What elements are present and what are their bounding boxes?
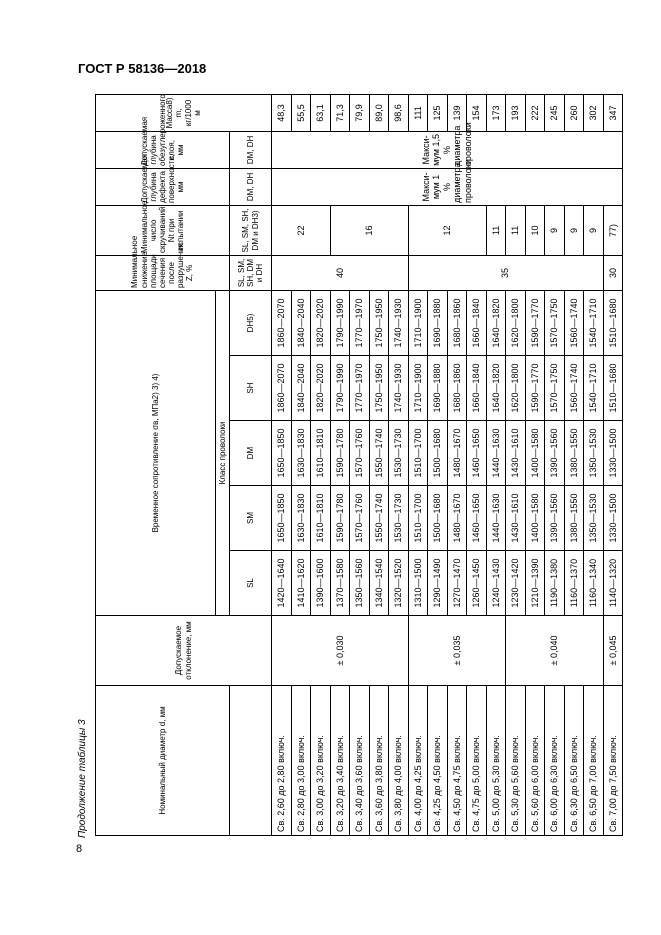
cell-torsions: 77) <box>603 205 623 255</box>
cell-sm: 1380—1550 <box>564 486 584 551</box>
cell-dm: 1630—1830 <box>291 421 311 486</box>
header-defect-depth-sub: DM, DH <box>230 168 272 205</box>
cell-dh: 1510—1680 <box>603 290 623 355</box>
cell-mass: 154 <box>467 94 487 131</box>
cell-sl: 1310—1500 <box>408 551 428 616</box>
cell-sl: 1370—1580 <box>330 551 350 616</box>
table-row <box>486 94 506 835</box>
header-dm: DM <box>230 421 272 486</box>
cell-torsions: 16 <box>330 205 408 255</box>
cell-sh: 1680—1860 <box>447 356 467 421</box>
page-number: 8 <box>76 843 83 855</box>
header-mass: Масса8) m, кг/1000 м <box>96 94 272 131</box>
cell-sl: 1390—1600 <box>311 551 331 616</box>
header-wire-class: Класс проволоки <box>216 290 230 615</box>
cell-mass: 98,6 <box>389 94 409 131</box>
cell-dh: 1680—1860 <box>447 290 467 355</box>
cell-sh: 1790—1990 <box>330 356 350 421</box>
cell-tolerance: ± 0,035 <box>408 616 506 686</box>
cell-dm: 1400—1580 <box>525 421 545 486</box>
document-title: ГОСТ Р 58136—2018 <box>78 61 207 76</box>
cell-dh: 1790—1990 <box>330 290 350 355</box>
cell-diameter: Св. 3,80 до 4,00 включ. <box>389 686 409 836</box>
cell-mass: 71,3 <box>330 94 350 131</box>
cell-tolerance: ± 0,045 <box>603 616 623 686</box>
cell-diameter: Св. 4,75 до 5,00 включ. <box>467 686 487 836</box>
wire-properties-table <box>95 94 623 836</box>
cell-sh: 1750—1950 <box>369 356 389 421</box>
cell-mass: 245 <box>545 94 565 131</box>
cell-sh: 1660—1840 <box>467 356 487 421</box>
cell-sm: 1530—1730 <box>389 486 409 551</box>
cell-mass: 260 <box>564 94 584 131</box>
cell-sl: 1320—1520 <box>389 551 409 616</box>
header-sh: SH <box>230 356 272 421</box>
cell-dm: 1530—1730 <box>389 421 409 486</box>
cell-sh: 1590—1770 <box>525 356 545 421</box>
cell-sl: 1350—1560 <box>350 551 370 616</box>
cell-sm: 1460—1650 <box>467 486 487 551</box>
cell-dm: 1510—1700 <box>408 421 428 486</box>
cell-dh: 1820—2020 <box>311 290 331 355</box>
cell-diameter: Св. 5,30 до 5,60 включ. <box>506 686 526 836</box>
header-decarb-depth-sub: DM, DH <box>230 131 272 168</box>
cell-sh: 1860—2070 <box>272 356 292 421</box>
cell-sl: 1260—1450 <box>467 551 487 616</box>
cell-dh: 1770—1970 <box>350 290 370 355</box>
cell-torsions: 12 <box>408 205 486 255</box>
header-area-reduction-sub: SL, SM, SH, DM и DH <box>230 255 272 290</box>
cell-sl: 1410—1620 <box>291 551 311 616</box>
cell-sm: 1510—1700 <box>408 486 428 551</box>
cell-diameter: Св. 3,20 до 3,40 включ. <box>330 686 350 836</box>
cell-sh: 1770—1970 <box>350 356 370 421</box>
table-row <box>506 94 526 835</box>
cell-torsions: 9 <box>564 205 584 255</box>
header-decarb-depth: Допускаемая глубина обезуглероженного слоя, мм <box>96 131 230 168</box>
cell-mass: 48,3 <box>272 94 292 131</box>
header-defect-depth: Допускаемая глубина дефекта поверхности, мм <box>96 168 230 205</box>
cell-area-reduction: 30 <box>603 255 623 290</box>
cell-sl: 1160—1370 <box>564 551 584 616</box>
cell-dh: 1860—2070 <box>272 290 292 355</box>
cell-sm: 1630—1830 <box>291 486 311 551</box>
cell-mass: 79,9 <box>350 94 370 131</box>
cell-tolerance: ± 0,030 <box>272 616 409 686</box>
cell-sh: 1690—1880 <box>428 356 448 421</box>
header-sm: SM <box>230 486 272 551</box>
cell-dh: 1620—1800 <box>506 290 526 355</box>
cell-diameter: Св. 6,50 до 7,00 включ. <box>584 686 604 836</box>
cell-diameter: Св. 4,00 до 4,25 включ. <box>408 686 428 836</box>
header-area-reduction: Минимальное снижение площади сечения после разрушения Z, % <box>96 255 230 290</box>
table-row <box>603 94 623 835</box>
cell-diameter: Св. 6,30 до 6,50 включ. <box>564 686 584 836</box>
cell-sh: 1710—1900 <box>408 356 428 421</box>
cell-diameter: Св. 7,00 до 7,50 включ. <box>603 686 623 836</box>
cell-dm: 1440—1630 <box>486 421 506 486</box>
cell-sm: 1610—1810 <box>311 486 331 551</box>
cell-dh: 1560—1740 <box>564 290 584 355</box>
cell-sm: 1650—1850 <box>272 486 292 551</box>
cell-area-reduction: 40 <box>272 255 409 290</box>
cell-sm: 1390—1560 <box>545 486 565 551</box>
header-diameter-lower <box>230 686 272 836</box>
cell-dm: 1480—1670 <box>447 421 467 486</box>
cell-mass: 55,5 <box>291 94 311 131</box>
cell-decarb-depth: Макси-мум 1,5 % диаметра проволоки <box>272 131 623 168</box>
cell-sl: 1290—1490 <box>428 551 448 616</box>
cell-sm: 1500—1680 <box>428 486 448 551</box>
cell-mass: 111 <box>408 94 428 131</box>
cell-sh: 1620—1800 <box>506 356 526 421</box>
cell-sm: 1480—1670 <box>447 486 467 551</box>
cell-diameter: Св. 4,25 до 4,50 включ. <box>428 686 448 836</box>
cell-diameter: Св. 6,00 до 6,30 включ. <box>545 686 565 836</box>
table-row <box>408 94 428 835</box>
cell-sm: 1550—1740 <box>369 486 389 551</box>
cell-dm: 1460—1650 <box>467 421 487 486</box>
cell-diameter: Св. 4,50 до 4,75 включ. <box>447 686 467 836</box>
cell-sm: 1330—1500 <box>603 486 623 551</box>
cell-dh: 1540—1710 <box>584 290 604 355</box>
cell-sl: 1210—1390 <box>525 551 545 616</box>
cell-sh: 1570—1750 <box>545 356 565 421</box>
cell-sl: 1160—1340 <box>584 551 604 616</box>
cell-sl: 1230—1420 <box>506 551 526 616</box>
cell-diameter: Св. 3,60 до 3,80 включ. <box>369 686 389 836</box>
cell-diameter: Св. 5,60 до 6,00 включ. <box>525 686 545 836</box>
cell-dm: 1330—1500 <box>603 421 623 486</box>
table-3-rotated <box>95 95 623 836</box>
cell-mass: 63,1 <box>311 94 331 131</box>
cell-mass: 193 <box>506 94 526 131</box>
cell-sh: 1510—1680 <box>603 356 623 421</box>
cell-sl: 1190—1380 <box>545 551 565 616</box>
cell-torsions: 9 <box>545 205 565 255</box>
cell-diameter: Св. 2,60 до 2,80 включ. <box>272 686 292 836</box>
cell-dm: 1500—1680 <box>428 421 448 486</box>
cell-mass: 89,0 <box>369 94 389 131</box>
cell-diameter: Св. 2,80 до 3,00 включ. <box>291 686 311 836</box>
cell-sh: 1560—1740 <box>564 356 584 421</box>
table-row <box>564 94 584 835</box>
cell-sl: 1270—1470 <box>447 551 467 616</box>
cell-torsions: 22 <box>272 205 331 255</box>
cell-dh: 1840—2040 <box>291 290 311 355</box>
cell-mass: 173 <box>486 94 506 131</box>
header-dh: DH5) <box>230 290 272 355</box>
cell-area-reduction: 35 <box>408 255 603 290</box>
cell-diameter: Св. 3,00 до 3,20 включ. <box>311 686 331 836</box>
table-row <box>330 94 350 835</box>
table-row <box>525 94 545 835</box>
table-continuation-caption: Продолжение таблицы 3 <box>77 719 88 838</box>
cell-sm: 1570—1760 <box>350 486 370 551</box>
cell-dh: 1740—1930 <box>389 290 409 355</box>
cell-sm: 1350—1530 <box>584 486 604 551</box>
cell-sh: 1840—2040 <box>291 356 311 421</box>
table-row <box>584 94 604 835</box>
cell-sh: 1540—1710 <box>584 356 604 421</box>
header-tolerance: Допускаемое отклонение, мм <box>96 616 272 686</box>
cell-dh: 1710—1900 <box>408 290 428 355</box>
cell-dh: 1750—1950 <box>369 290 389 355</box>
cell-tolerance: ± 0,040 <box>506 616 604 686</box>
table-row <box>545 94 565 835</box>
header-sl: SL <box>230 551 272 616</box>
cell-mass: 125 <box>428 94 448 131</box>
cell-mass: 139 <box>447 94 467 131</box>
cell-dh: 1570—1750 <box>545 290 565 355</box>
cell-dm: 1650—1850 <box>272 421 292 486</box>
cell-sm: 1440—1630 <box>486 486 506 551</box>
cell-dm: 1390—1560 <box>545 421 565 486</box>
cell-mass: 222 <box>525 94 545 131</box>
cell-dm: 1380—1550 <box>564 421 584 486</box>
cell-sl: 1340—1540 <box>369 551 389 616</box>
cell-sh: 1740—1930 <box>389 356 409 421</box>
cell-dm: 1570—1760 <box>350 421 370 486</box>
cell-sm: 1430—1610 <box>506 486 526 551</box>
header-torsions: Минимальное число скручиваний Nt при испытании <box>96 205 230 255</box>
header-diameter: Номинальный диаметр d, мм <box>96 686 230 836</box>
cell-mass: 347 <box>603 94 623 131</box>
cell-dh: 1660—1840 <box>467 290 487 355</box>
cell-dm: 1430—1610 <box>506 421 526 486</box>
cell-sl: 1140—1320 <box>603 551 623 616</box>
cell-sl: 1240—1430 <box>486 551 506 616</box>
cell-dm: 1350—1530 <box>584 421 604 486</box>
cell-dm: 1610—1810 <box>311 421 331 486</box>
table-row <box>272 94 292 835</box>
cell-sh: 1820—2020 <box>311 356 331 421</box>
cell-sm: 1400—1580 <box>525 486 545 551</box>
header-tensile-strength: Временное сопротивление σв, МПа2) 3) 4) <box>96 290 216 615</box>
cell-diameter: Св. 3,40 до 3,60 включ. <box>350 686 370 836</box>
cell-torsions: 9 <box>584 205 604 255</box>
cell-dm: 1550—1740 <box>369 421 389 486</box>
cell-mass: 302 <box>584 94 604 131</box>
header-torsions-sub: SL, SM, SH, DM и DH3) <box>230 205 272 255</box>
cell-dh: 1590—1770 <box>525 290 545 355</box>
cell-diameter: Св. 5,00 до 5,30 включ. <box>486 686 506 836</box>
cell-sh: 1640—1820 <box>486 356 506 421</box>
cell-dh: 1690—1880 <box>428 290 448 355</box>
cell-dh: 1640—1820 <box>486 290 506 355</box>
cell-torsions: 10 <box>525 205 545 255</box>
cell-defect-depth: Макси-мум 1 % диаметра проволоки <box>272 168 623 205</box>
cell-dm: 1590—1780 <box>330 421 350 486</box>
cell-sm: 1590—1780 <box>330 486 350 551</box>
cell-torsions: 11 <box>486 205 506 255</box>
cell-torsions: 11 <box>506 205 526 255</box>
cell-sl: 1420—1640 <box>272 551 292 616</box>
